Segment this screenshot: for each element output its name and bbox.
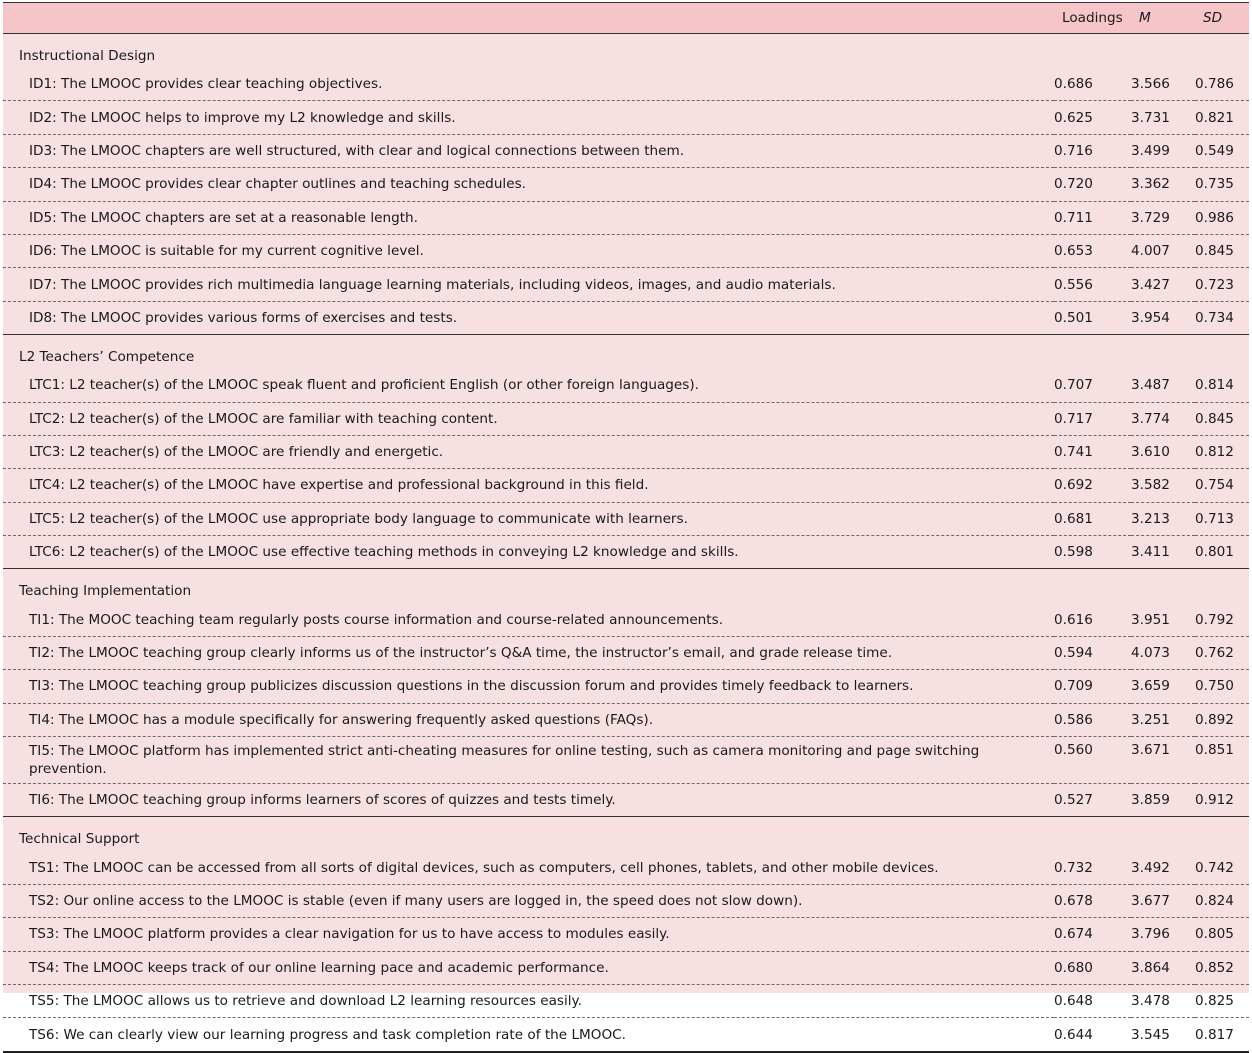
mean-value: 3.499 [1131,134,1195,167]
table-row [3,301,1249,334]
loading-value: 0.616 [1054,603,1131,636]
loading-value: 0.707 [1054,369,1131,402]
table-row [3,670,1249,703]
sd-value: 0.817 [1195,1018,1249,1052]
sd-value: 0.735 [1195,168,1249,201]
sd-value: 0.824 [1195,884,1249,917]
mean-value: 3.954 [1131,301,1195,334]
table-row [3,234,1249,267]
sd-value: 0.792 [1195,603,1249,636]
loading-value: 0.716 [1054,134,1131,167]
loading-value: 0.681 [1054,502,1131,535]
mean-value: 3.566 [1131,68,1195,101]
item-label: LTC3: L2 teacher(s) of the LMOOC are friendly and energetic. [3,435,1054,468]
table-row [3,636,1249,669]
item-label: TI1: The MOOC teaching team regularly posts course information and course-related announcements. [3,603,1054,636]
table-row [3,784,1249,817]
item-label: TI6: The LMOOC teaching group informs learners of scores of quizzes and tests timely. [3,784,1054,817]
sd-value: 0.801 [1195,536,1249,569]
section-title: L2 Teachers’ Competence [19,349,195,366]
sd-value: 0.852 [1195,951,1249,984]
table-body [3,34,1249,1052]
loading-value: 0.527 [1054,784,1131,817]
loading-value: 0.692 [1054,469,1131,502]
sd-value: 0.845 [1195,234,1249,267]
header-mean: M [1131,3,1195,34]
item-label: TS3: The LMOOC platform provides a clear navigation for us to have access to modules easily. [3,918,1054,951]
item-label: ID5: The LMOOC chapters are set at a reasonable length. [3,201,1054,234]
item-label: ID8: The LMOOC provides various forms of exercises and tests. [3,301,1054,334]
mean-value: 3.671 [1131,737,1195,784]
item-label: TS1: The LMOOC can be accessed from all sorts of digital devices, such as computers, cell phones, tablets, and other mobile devices. [3,851,1054,884]
loading-value: 0.709 [1054,670,1131,703]
item-label: TS6: We can clearly view our learning progress and task completion rate of the LMOOC. [3,1018,1054,1052]
item-label: ID1: The LMOOC provides clear teaching objectives. [3,68,1054,101]
loading-value: 0.501 [1054,301,1131,334]
loading-value: 0.594 [1054,636,1131,669]
header-loadings: Loadings [1054,3,1131,34]
section-row [3,335,1249,370]
mean-value: 3.427 [1131,268,1195,301]
loading-value: 0.556 [1054,268,1131,301]
mean-value: 3.729 [1131,201,1195,234]
loading-value: 0.674 [1054,918,1131,951]
section-title: Teaching Implementation [19,583,192,600]
loading-value: 0.720 [1054,168,1131,201]
table-row [3,168,1249,201]
mean-value: 3.859 [1131,784,1195,817]
mean-value: 3.545 [1131,1018,1195,1052]
sd-value: 0.750 [1195,670,1249,703]
table-row [3,984,1249,1017]
header-item [3,3,1054,34]
sd-value: 0.742 [1195,851,1249,884]
sd-value: 0.734 [1195,301,1249,334]
loading-value: 0.678 [1054,884,1131,917]
item-label: ID6: The LMOOC is suitable for my current cognitive level. [3,234,1054,267]
sd-value: 0.825 [1195,984,1249,1017]
item-label: LTC5: L2 teacher(s) of the LMOOC use appropriate body language to communicate with learners. [3,502,1054,535]
item-label: TI3: The LMOOC teaching group publicizes discussion questions in the discussion forum and provides timely feedback to learners. [3,670,1054,703]
table-row [3,918,1249,951]
item-label: LTC4: L2 teacher(s) of the LMOOC have expertise and professional background in this field. [3,469,1054,502]
loading-value: 0.644 [1054,1018,1131,1052]
item-label: ID4: The LMOOC provides clear chapter outlines and teaching schedules. [3,168,1054,201]
mean-value: 3.411 [1131,536,1195,569]
loading-value: 0.680 [1054,951,1131,984]
mean-value: 3.951 [1131,603,1195,636]
item-label: LTC1: L2 teacher(s) of the LMOOC speak fluent and proficient English (or other foreign languages). [3,369,1054,402]
loading-value: 0.653 [1054,234,1131,267]
table-row [3,884,1249,917]
table-row [3,435,1249,468]
mean-value: 3.774 [1131,402,1195,435]
mean-value: 4.007 [1131,234,1195,267]
section-row [3,569,1249,604]
loading-value: 0.648 [1054,984,1131,1017]
mean-value: 3.796 [1131,918,1195,951]
item-label: TI4: The LMOOC has a module specifically for answering frequently asked questions (FAQs). [3,703,1054,736]
item-label: TI5: The LMOOC platform has implemented strict anti-cheating measures for online testing, such as camera monitoring and page switching prevention. [3,737,1054,784]
mean-value: 3.864 [1131,951,1195,984]
table-row [3,68,1249,101]
table-row [3,1018,1249,1052]
item-label: TS5: The LMOOC allows us to retrieve and download L2 learning resources easily. [3,984,1054,1017]
item-label: ID2: The LMOOC helps to improve my L2 knowledge and skills. [3,101,1054,134]
item-label: TI2: The LMOOC teaching group clearly informs us of the instructor’s Q&A time, the instructor’s email, and grade release time. [3,636,1054,669]
table-header-row [3,3,1249,34]
item-label: LTC6: L2 teacher(s) of the LMOOC use effective teaching methods in conveying L2 knowledge and skills. [3,536,1054,569]
table-row [3,951,1249,984]
loading-value: 0.598 [1054,536,1131,569]
sd-value: 0.723 [1195,268,1249,301]
section-row [3,817,1249,852]
item-label: TS2: Our online access to the LMOOC is stable (even if many users are logged in, the speed does not slow down). [3,884,1054,917]
table-row [3,737,1249,784]
sd-value: 0.754 [1195,469,1249,502]
sd-value: 0.845 [1195,402,1249,435]
table-row [3,502,1249,535]
section-row [3,34,1249,69]
table-row [3,536,1249,569]
sd-value: 0.549 [1195,134,1249,167]
mean-value: 3.487 [1131,369,1195,402]
section-title: Instructional Design [19,48,156,64]
item-label: LTC2: L2 teacher(s) of the LMOOC are familiar with teaching content. [3,402,1054,435]
sd-value: 0.912 [1195,784,1249,817]
loading-value: 0.560 [1054,737,1131,784]
sd-value: 0.892 [1195,703,1249,736]
loading-value: 0.711 [1054,201,1131,234]
header-sd: SD [1195,3,1249,34]
mean-value: 3.362 [1131,168,1195,201]
table-row [3,101,1249,134]
table-row [3,134,1249,167]
loadings-table [3,2,1249,1053]
loading-value: 0.732 [1054,851,1131,884]
loading-value: 0.717 [1054,402,1131,435]
table-row [3,603,1249,636]
mean-value: 3.492 [1131,851,1195,884]
mean-value: 3.213 [1131,502,1195,535]
loading-value: 0.586 [1054,703,1131,736]
sd-value: 0.713 [1195,502,1249,535]
mean-value: 3.582 [1131,469,1195,502]
mean-value: 3.659 [1131,670,1195,703]
table-container [3,2,1249,1043]
table-row [3,703,1249,736]
loading-value: 0.686 [1054,68,1131,101]
sd-value: 0.805 [1195,918,1249,951]
table-row [3,369,1249,402]
mean-value: 3.731 [1131,101,1195,134]
sd-value: 0.786 [1195,68,1249,101]
sd-value: 0.762 [1195,636,1249,669]
sd-value: 0.812 [1195,435,1249,468]
section-title: Technical Support [19,831,140,848]
table-row [3,469,1249,502]
sd-value: 0.986 [1195,201,1249,234]
mean-value: 3.610 [1131,435,1195,468]
table-row [3,851,1249,884]
loading-value: 0.741 [1054,435,1131,468]
item-label: ID7: The LMOOC provides rich multimedia language learning materials, including videos, images, and audio materials. [3,268,1054,301]
mean-value: 3.251 [1131,703,1195,736]
item-label: ID3: The LMOOC chapters are well structured, with clear and logical connections between them. [3,134,1054,167]
sd-value: 0.814 [1195,369,1249,402]
item-label: TS4: The LMOOC keeps track of our online learning pace and academic performance. [3,951,1054,984]
sd-value: 0.821 [1195,101,1249,134]
mean-value: 3.677 [1131,884,1195,917]
table-row [3,402,1249,435]
table-row [3,201,1249,234]
mean-value: 3.478 [1131,984,1195,1017]
mean-value: 4.073 [1131,636,1195,669]
loading-value: 0.625 [1054,101,1131,134]
sd-value: 0.851 [1195,737,1249,784]
table-row [3,268,1249,301]
